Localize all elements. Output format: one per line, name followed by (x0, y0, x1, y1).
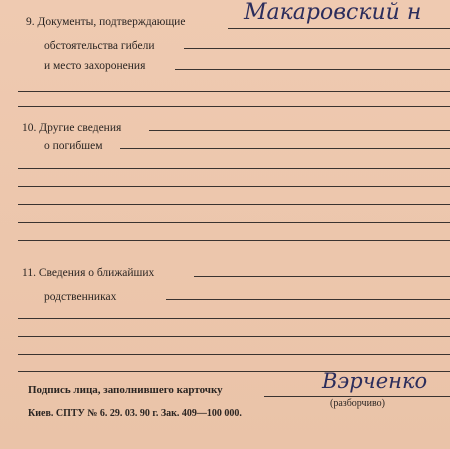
section9-blank-line-2 (18, 106, 450, 107)
section9-underline-2 (184, 48, 450, 49)
section9-handwritten-entry: Макаровский н (244, 0, 422, 25)
section10-label-line2: о погибшем (44, 140, 103, 152)
section10-blank-line-5 (18, 240, 450, 241)
signature-label: Подпись лица, заполнившего карточку (28, 384, 223, 396)
section10-blank-line-3 (18, 204, 450, 205)
section9-label-line2: обстоятельства гибели (44, 40, 155, 52)
section9-label-line3: и место захоронения (44, 60, 146, 72)
section9-underline-1 (228, 28, 450, 29)
section11-blank-line-3 (18, 354, 450, 355)
section9-blank-line-1 (18, 91, 450, 92)
section10-underline-2 (120, 148, 450, 149)
section10-blank-line-4 (18, 222, 450, 223)
section11-blank-line-2 (18, 336, 450, 337)
section10-label-line1: 10. Другие сведения (22, 122, 122, 134)
section10-blank-line-1 (18, 168, 450, 169)
section9-label-line1: 9. Документы, подтверждающие (26, 16, 186, 28)
section10-underline-1 (149, 130, 450, 131)
section11-blank-line-1 (18, 318, 450, 319)
section11-label-line2: родственниках (44, 291, 117, 303)
section9-underline-3 (175, 69, 450, 70)
signature-handwritten: Вэрченко (322, 369, 428, 393)
section10-blank-line-2 (18, 186, 450, 187)
section11-label-line1: 11. Сведения о ближайших (22, 267, 155, 279)
printer-imprint: Киев. СПТУ № 6. 29. 03. 90 г. Зак. 409—100 000. (28, 408, 242, 419)
section11-underline-2 (166, 299, 450, 300)
section11-underline-1 (194, 276, 450, 277)
signature-hint: (разборчиво) (330, 398, 385, 409)
